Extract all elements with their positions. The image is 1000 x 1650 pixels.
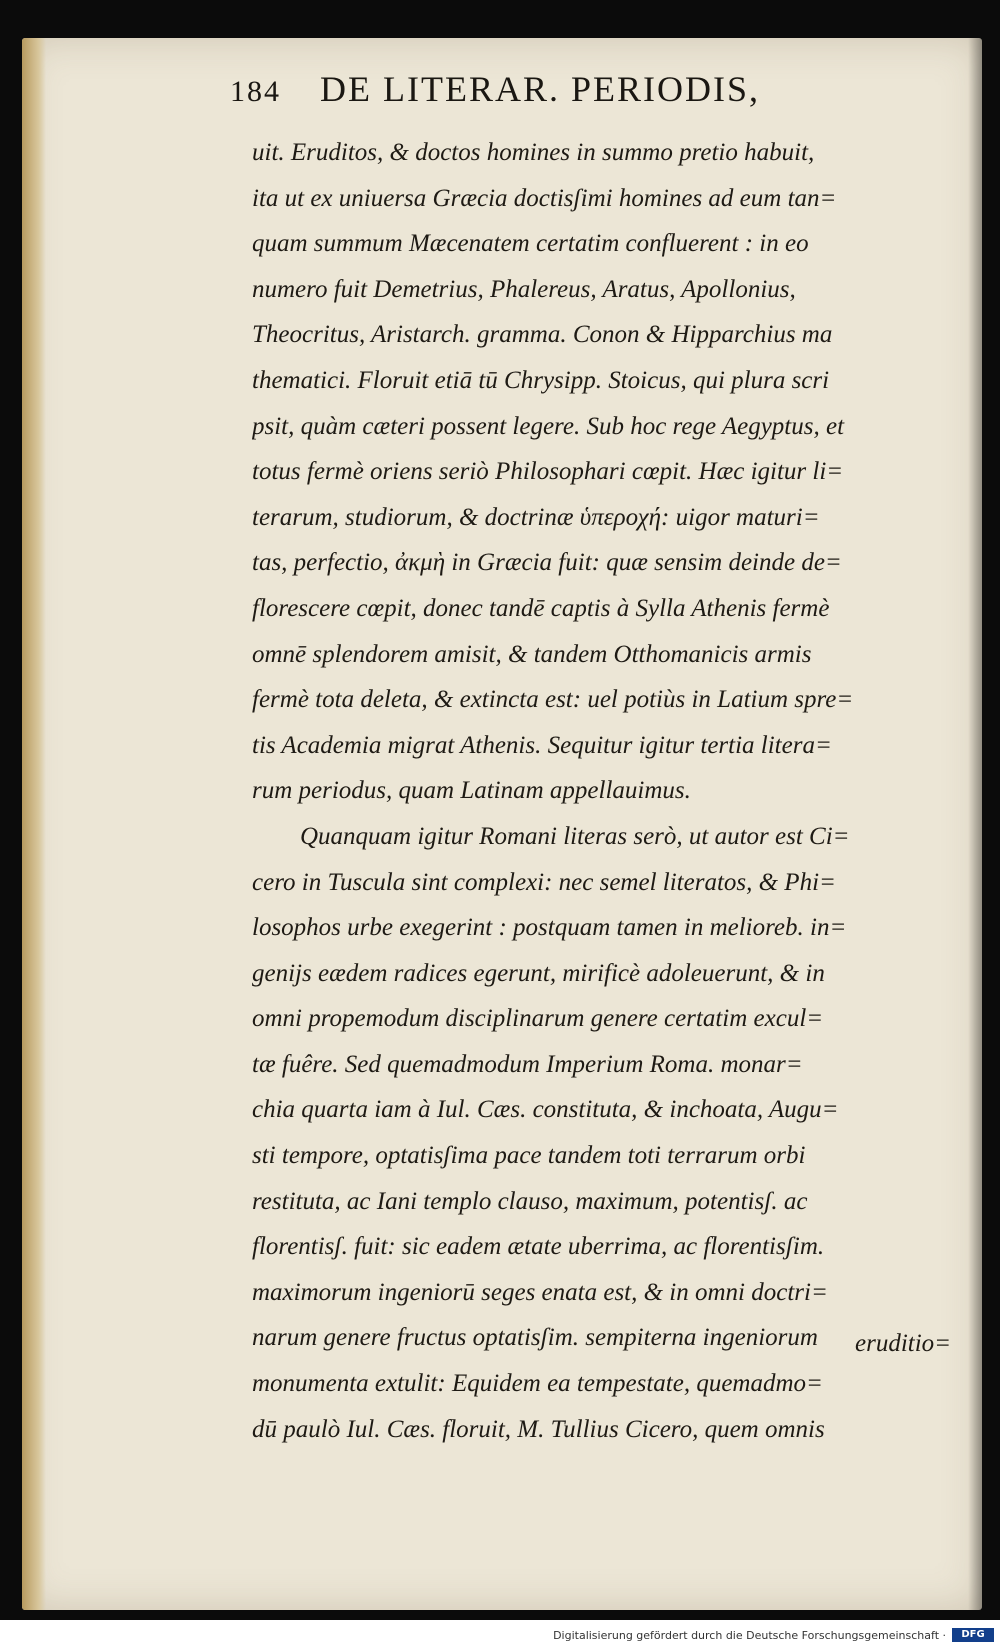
text-line: fermè tota deleta, & extincta est: uel potiùs in Latium spre= <box>252 686 854 714</box>
body-text <box>252 130 952 1452</box>
text-line: monumenta extulit: Equidem ea tempestate, quemadmo= <box>252 1370 823 1398</box>
page-number: 184 <box>230 75 281 108</box>
text-line: omni propemodum disciplinarum genere certatim excul= <box>252 1005 824 1033</box>
page-shadow <box>968 38 982 1610</box>
dfg-logo: DFG <box>952 1628 994 1642</box>
running-header <box>230 68 990 128</box>
text-line: cero in Tuscula sint complexi: nec semel literatos, & Phi= <box>252 868 836 896</box>
text-line: tas, perfectio, ἀκμὴ in Græcia fuit: quæ sensim deinde de= <box>252 549 842 577</box>
text-line: numero fuit Demetrius, Phalereus, Aratus, Apollonius, <box>252 275 796 303</box>
text-line: thematici. Floruit etiā tū Chrysipp. Stoicus, qui plura scri <box>252 366 830 394</box>
text-line: tæ fuêre. Sed quemadmodum Imperium Roma. monar= <box>252 1050 803 1078</box>
text-line: florescere cœpit, donec tandē captis à Sylla Athenis fermè <box>252 594 830 622</box>
text-line: terarum, studiorum, & doctrinæ ὑπεροχή: uigor maturi= <box>252 503 820 531</box>
text-line: omnē splendorem amisit, & tandem Otthomanicis armis <box>252 640 812 668</box>
running-title: DE LITERAR. PERIODIS, <box>320 69 760 109</box>
text-line: narum genere fructus optatisʃim. sempiterna ingeniorum <box>252 1324 818 1352</box>
catchword: eruditio= <box>855 1330 952 1357</box>
funding-credit: Digitalisierung gefördert durch die Deutsche Forschungsgemeinschaft · <box>553 1629 946 1642</box>
text-line: ita ut ex uniuersa Græcia doctisʃimi homines ad eum tan= <box>252 184 837 212</box>
text-line: totus fermè oriens seriò Philosophari cœpit. Hæc igitur li= <box>252 458 844 486</box>
text-line: chia quarta iam à Iul. Cæs. constituta, & inchoata, Augu= <box>252 1096 839 1124</box>
text-line: florentisʃ. fuit: sic eadem ætate uberrima, ac florentisʃim. <box>252 1233 825 1261</box>
digitization-footer <box>0 1620 1000 1650</box>
text-line: dū paulò Iul. Cæs. floruit, M. Tullius Cicero, quem omnis <box>252 1415 825 1443</box>
text-line: losophos urbe exegerint : postquam tamen in melioreb. in= <box>252 914 847 942</box>
page-binding-edge <box>22 38 46 1610</box>
text-line: quam summum Mæcenatem certatim confluerent : in eo <box>252 230 809 258</box>
text-line: genijs eædem radices egerunt, mirificè adoleuerunt, & in <box>252 959 825 987</box>
text-line: rum periodus, quam Latinam appellauimus. <box>252 777 691 805</box>
text-line: tis Academia migrat Athenis. Sequitur igitur tertia litera= <box>252 731 832 759</box>
paragraph-start-line: Quanquam igitur Romani literas serò, ut autor est Ci= <box>300 822 850 850</box>
text-line: uit. Eruditos, & doctos homines in summo pretio habuit, <box>252 139 815 166</box>
text-line: psit, quàm cæteri possent legere. Sub hoc rege Aegyptus, et <box>252 412 845 440</box>
text-line: sti tempore, optatisʃima pace tandem toti terrarum orbi <box>252 1142 806 1170</box>
text-line: maximorum ingeniorū seges enata est, & in omni doctri= <box>252 1278 828 1306</box>
text-line: restituta, ac Iani templo clauso, maximum, potentisʃ. ac <box>252 1187 808 1215</box>
text-line: Theocritus, Aristarch. gramma. Conon & Hipparchius ma <box>252 321 833 349</box>
